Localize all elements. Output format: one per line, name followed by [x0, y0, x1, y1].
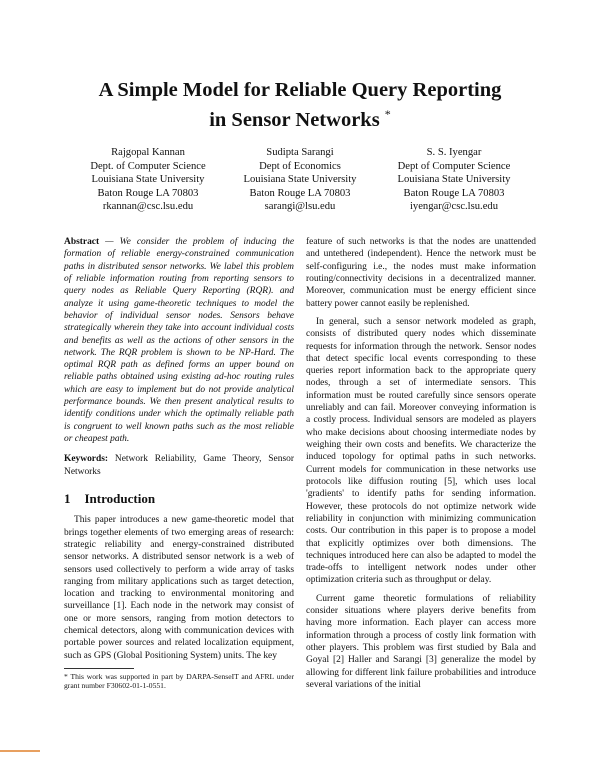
title-line-2: in Sensor Networks	[209, 108, 380, 131]
keywords-text: Network Reliability, Game Theory, Sensor Networks	[64, 454, 294, 477]
right-paragraph-2: Current game theoretic formulations of reliability consider situations where players derive benefits from having more information. Each player can access more information through a process of costly link formation with other players. This problem was first studied by Bala and Goyal [2] Haller and Sarangi [3] generalize the model by allowing for different link failure probabilities and introduce several variations of the initial	[306, 593, 536, 690]
keywords	[64, 453, 294, 478]
author-name: Sudipta Sarangi	[266, 147, 334, 158]
right-column	[306, 236, 536, 691]
footnote: * This work was supported in part by DARPA-SenseIT and AFRL under grant number F30602-01-1-0551.	[64, 672, 294, 691]
intro-paragraph-1: This paper introduces a new game-theoretic model that brings together elements of two emerging areas of research: strategic reliability and energy-constrained distributed sensor networks. A distributed sensor network is a web of sensors used collectively to perform a wide array of tasks ranging from military applications such as target detection, location and tracking to environmental monitoring and surveillance [1]. Each node in the network may consist of one or more sensors, ranging from motion detectors to chemical detectors, along with communication devices with portable power sources and related localization equipment, such as GPS (Global Positioning System) units. The key	[64, 515, 294, 661]
abstract	[64, 236, 294, 445]
author-addr: Baton Rouge LA 70803	[249, 187, 351, 199]
author-email: sarangi@lsu.edu	[264, 201, 336, 213]
keywords-label: Keywords:	[64, 454, 109, 465]
section-heading	[64, 490, 294, 506]
title-line-1: A Simple Model for Reliable Query Reporting	[98, 79, 502, 101]
author-name: Rajgopal Kannan	[111, 147, 185, 158]
author-block-2	[210, 146, 390, 214]
footnote-rule	[64, 668, 134, 669]
author-email: rkannan@csc.lsu.edu	[102, 201, 194, 213]
author-univ: Louisiana State University	[397, 174, 511, 186]
right-paragraph-0: feature of such networks is that the nodes are unattended and untethered (independent). Hence the network must be self-configuring i.e., the nodes must make information routing/connectivity decisions in a decentralized manner. Moreover, communication must be energy efficient since battery power cannot easily be replenished.	[306, 237, 536, 309]
author-addr: Baton Rouge LA 70803	[97, 187, 199, 199]
left-column	[64, 236, 294, 691]
author-dept: Dept of Economics	[259, 160, 341, 172]
author-dept: Dept. of Computer Science	[90, 160, 206, 172]
title-footnote-mark: *	[384, 107, 391, 121]
paper-title	[0, 78, 600, 132]
author-name: S. S. Iyengar	[426, 147, 482, 158]
author-univ: Louisiana State University	[243, 174, 357, 186]
section-title: Introduction	[84, 490, 156, 506]
page-edge-mark	[0, 750, 40, 752]
author-block-3	[364, 146, 544, 214]
abstract-label: Abstract	[64, 237, 100, 247]
author-univ: Louisiana State University	[91, 174, 205, 186]
abstract-text: — We consider the problem of inducing the formation of reliable energy-constrained communication paths in distributed sensor networks. We label this problem of reliable information routing from reporting sensors to query nodes as Reliable Query Reporting (RQR). and analyze it using game-theoretic techniques to model the behavior of individual sensor nodes. Sensors behave strategically wherein they take into account individual costs and benefits as well as the actions of other sensors in the network. The RQR problem is shown to be NP-Hard. The optimal RQR path as defined forms an upper bound on reliable paths obtained using existing ad-hoc routing rules which are easy to implement but do not provide analytical performance bounds. We then present analytical results to identify conditions under which the optimally reliable path is congruent to well known paths such as the most reliable or cheapest path.	[64, 237, 295, 444]
author-addr: Baton Rouge LA 70803	[403, 187, 505, 199]
section-number: 1	[64, 490, 71, 506]
author-email: iyengar@csc.lsu.edu	[409, 201, 498, 213]
author-dept: Dept of Computer Science	[397, 160, 511, 172]
right-paragraph-1: In general, such a sensor network modeled as graph, consists of distributed query nodes which disseminate requests for information through the network. Sensor nodes that detect specific local events corresponding to these queries report information back to the appropriate query nodes, through a set of intermediate sensors. This information must be routed carefully since sensors operate unreliably and can fail. Moreover conveying information is a costly process. Individual sensors are modeled as players who make decisions about choosing intermediate nodes by weighing their own costs and benefits. We characterize the induced topology for optimal paths in such networks. Current models for communication in these networks use protocols like diffusion routing [5], which uses local 'gradients' to identify paths for sending information. However, these protocols do not optimize network wide reliability in conjunction with minimizing communication costs. Our contribution in this paper is to propose a model that explicitly optimizes over both dimensions. The techniques introduced here can also be adapted to model the trade-offs to intelligent network nodes under other optimization criteria such as throughput or delay.	[306, 316, 536, 586]
